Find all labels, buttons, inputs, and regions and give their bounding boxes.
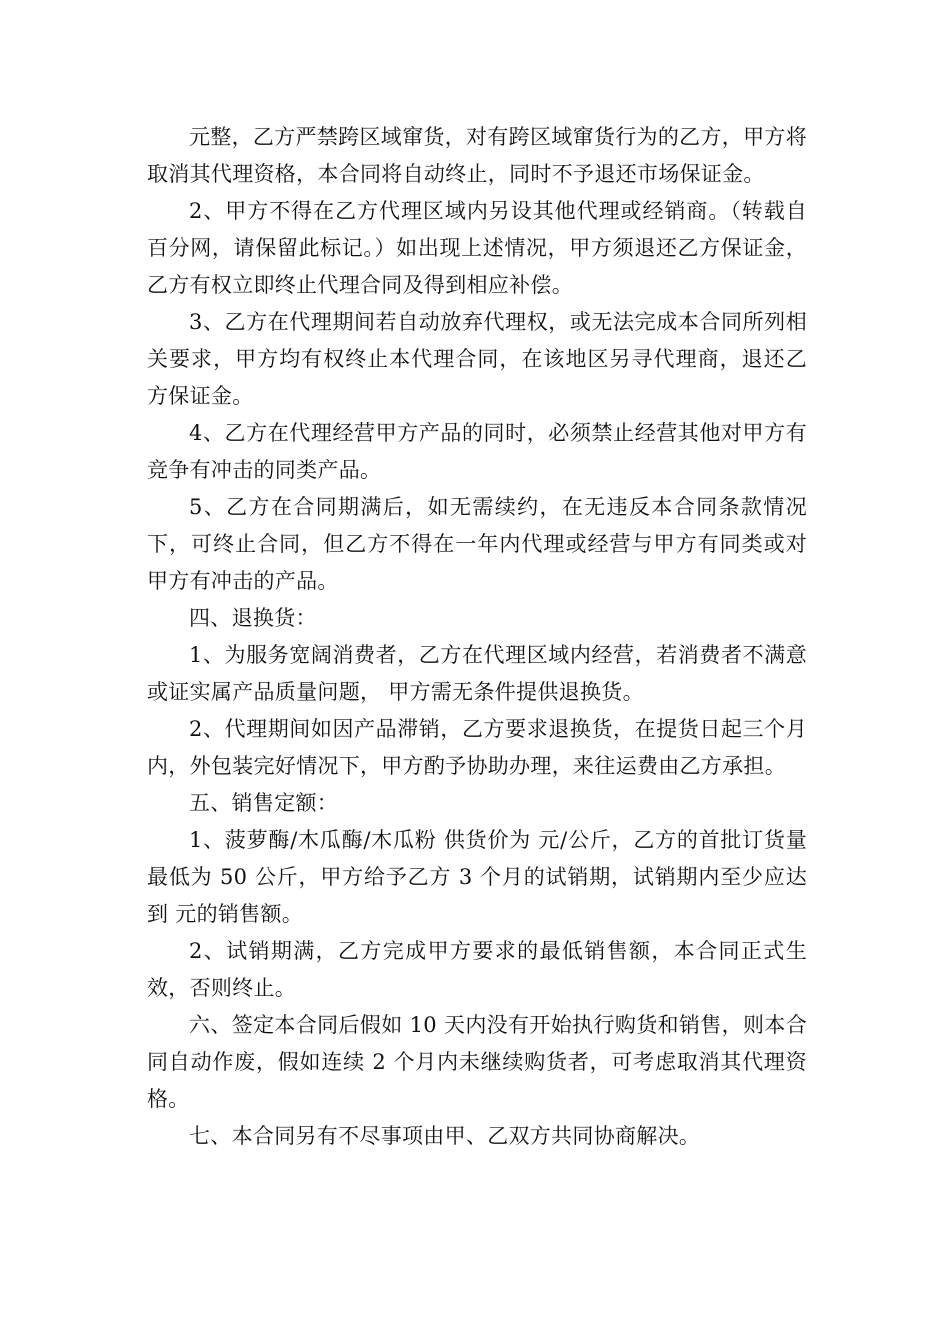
- paragraph-quota-1: 1、菠萝酶/木瓜酶/木瓜粉 供货价为 元/公斤，乙方的首批订货量最低为 50 公斤，甲方给予乙方 3 个月的试销期，试销期内至少应达到 元的销售额。: [147, 828, 807, 926]
- paragraph-clause-2: 2、甲方不得在乙方代理区域内另设其他代理或经销商。（转载自百分网，请保留此标记。）如出现上述情况，甲方须退还乙方保证金，乙方有权立即终止代理合同及得到相应补偿。: [147, 199, 807, 297]
- paragraph-returns-2: 2、代理期间如因产品滞销，乙方要求退换货，在提货日起三个月内，外包装完好情况下，甲方酌予协助办理，来往运费由乙方承担。: [147, 717, 807, 778]
- paragraph-clause-3: 3、乙方在代理期间若自动放弃代理权，或无法完成本合同所列相关要求，甲方均有权终止本代理合同，在该地区另寻代理商，退还乙方保证金。: [147, 310, 807, 408]
- paragraph-section-7: 七、本合同另有不尽事项由甲、乙双方共同协商解决。: [189, 1124, 701, 1148]
- paragraph-returns-1: 1、为服务宽阔消费者，乙方在代理区域内经营，若消费者不满意或证实属产品质量问题， 甲方需无条件提供退换货。: [147, 643, 807, 704]
- paragraph-clause-5: 5、乙方在合同期满后，如无需续约，在无违反本合同条款情况下，可终止合同，但乙方不得在一年内代理或经营与甲方有同类或对甲方有冲击的产品。: [147, 495, 807, 593]
- section-heading-sales-quota: 五、销售定额：: [189, 791, 339, 815]
- paragraph-clause-4: 4、乙方在代理经营甲方产品的同时，必须禁止经营其他对甲方有竞争有冲击的同类产品。: [147, 421, 807, 482]
- paragraph-section-6: 六、签定本合同后假如 10 天内没有开始执行购货和销售，则本合同自动作废，假如连续 2 个月内未继续购货者，可考虑取消其代理资格。: [147, 1013, 807, 1111]
- section-heading-returns: 四、退换货：: [189, 606, 317, 630]
- paragraph-guarantee-continued: 元整，乙方严禁跨区域窜货，对有跨区域窜货行为的乙方，甲方将取消其代理资格，本合同将自动终止，同时不予退还市场保证金。: [147, 125, 807, 186]
- paragraph-quota-2: 2、试销期满，乙方完成甲方要求的最低销售额，本合同正式生效，否则终止。: [147, 939, 807, 1000]
- document-body: [147, 119, 807, 1155]
